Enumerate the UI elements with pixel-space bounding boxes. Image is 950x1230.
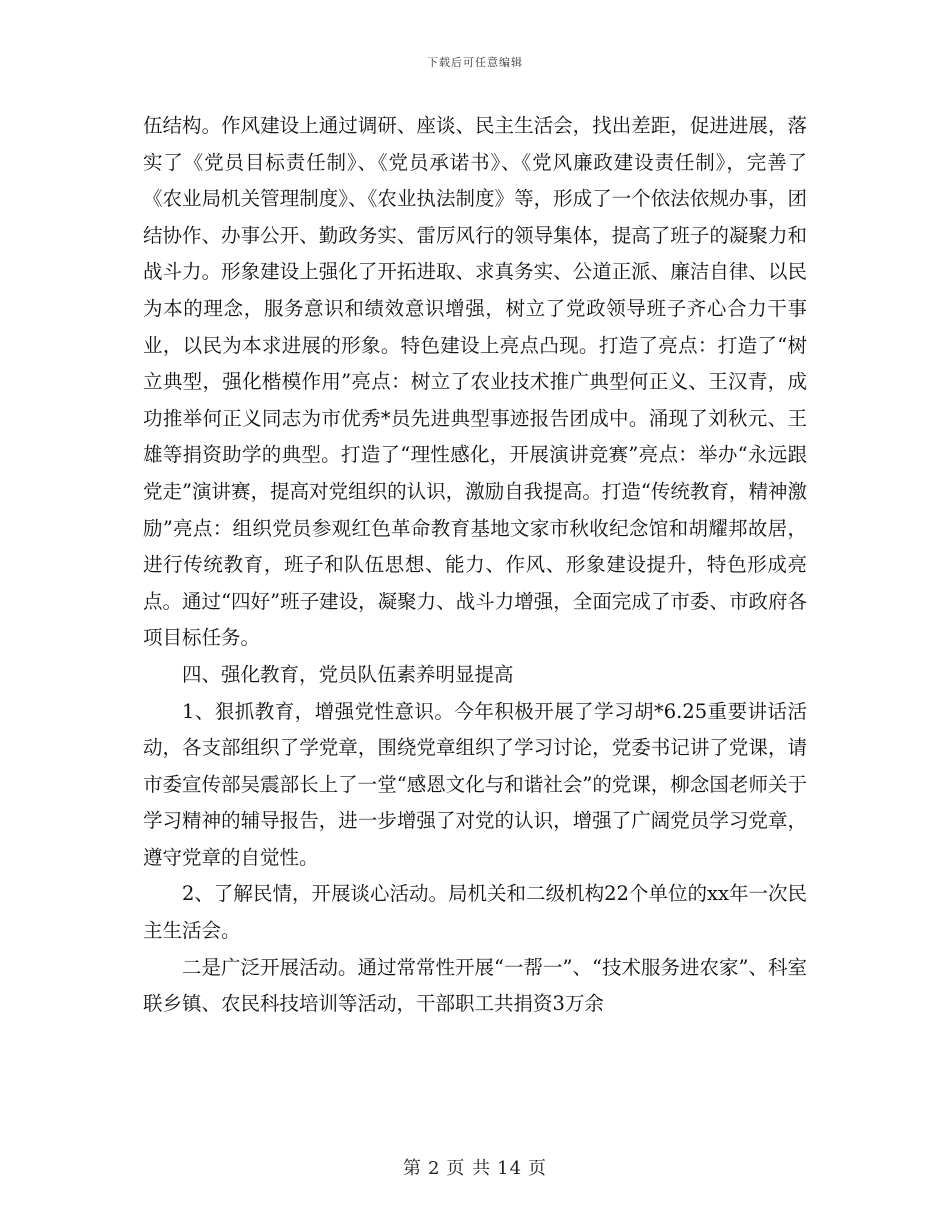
- paragraph-talk-activities: 2、了解民情，开展谈心活动。局机关和二级机构22个单位的xx年一次民主生活会。: [143, 882, 807, 943]
- footer-suffix: 页: [528, 1158, 548, 1179]
- total-page-count: 14: [497, 1158, 523, 1179]
- section-heading-four: 四、强化教育，党员队伍素养明显提高: [182, 662, 514, 686]
- document-body: [143, 108, 807, 1023]
- paragraph-extensive-activities: 二是广泛开展活动。通过常常性开展“一帮一”、“技术服务进农家”、科室联乡镇、农民科技培训等活动，干部职工共捐资3万余: [143, 955, 807, 1016]
- page-header: 下载后可任意编辑: [427, 56, 523, 69]
- footer-middle: 页 共: [446, 1158, 492, 1179]
- paragraph-education: 1、狠抓教育，增强党性意识。今年积极开展了学习胡*6.25重要讲话活动，各支部组织了学党章，围绕党章组织了学习讨论，党委书记讲了党课，请市委宣传部吴震部长上了一堂“感恩文化与和谐社会”的党课，柳念国老师关于学习精神的辅导报告，进一步增强了对党的认识，增强了广阔党员学习党章，遵守党章的自觉性。: [143, 699, 807, 869]
- page-footer: [0, 1154, 950, 1180]
- paragraph-team-building: 伍结构。作风建设上通过调研、座谈、民主生活会，找出差距，促进进展，落实了《党员目标责任制》、《党员承诺书》、《党风廉政建设责任制》，完善了《农业局机关管理制度》、《农业执法制度》等，形成了一个依法依规办事，团结协作、办事公开、勤政务实、雷厉风行的领导集体，提高了班子的凝聚力和战斗力。形象建设上强化了开拓进取、求真务实、公道正派、廉洁自律、以民为本的理念，服务意识和绩效意识增强，树立了党政领导班子齐心合力干事业，以民为本求进展的形象。特色建设上亮点凸现。打造了亮点：打造了“树立典型，强化楷模作用”亮点：树立了农业技术推广典型何正义、王汉青，成功推举何正义同志为市优秀*员先进典型事迹报告团成中。涌现了刘秋元、王雄等捐资助学的典型。打造了“理性感化，开展演讲竞赛”亮点：举办“永远跟党走”演讲赛，提高对党组织的认识，激励自我提高。打造“传统教育，精神激励”亮点：组织党员参观红色革命教育基地文家市秋收纪念馆和胡耀邦故居，进行传统教育，班子和队伍思想、能力、作风、形象建设提升，特色形成亮点。通过“四好”班子建设，凝聚力、战斗力增强，全面完成了市委、市政府各项目标任务。: [143, 114, 807, 650]
- footer-prefix: 第: [402, 1158, 422, 1179]
- current-page-number: 2: [427, 1158, 441, 1179]
